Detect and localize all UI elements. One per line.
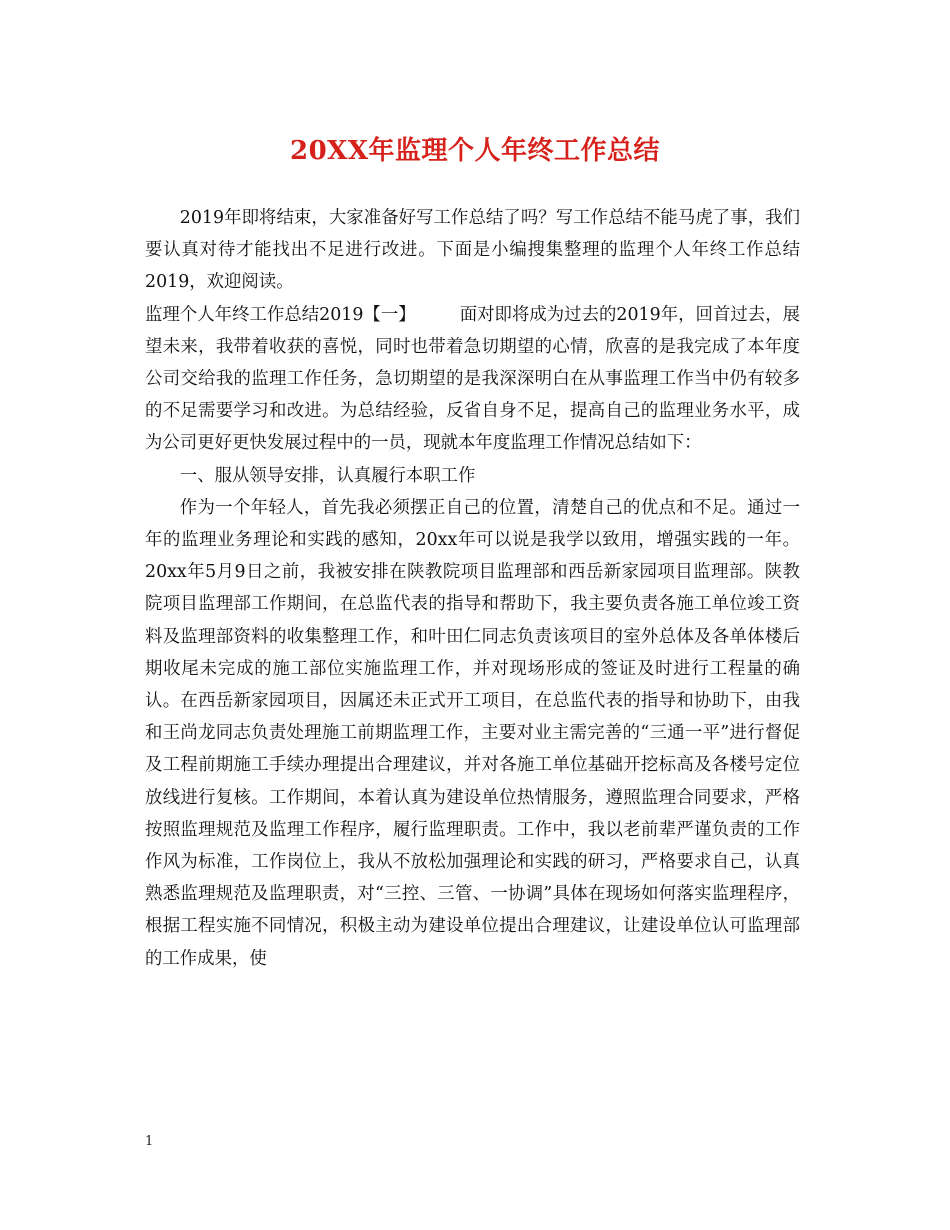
- section-heading: 监理个人年终工作总结2019【一】: [145, 304, 416, 325]
- document-title: 20XX年监理个人年终工作总结: [289, 136, 661, 166]
- subheading: 一、服从领导安排，认真履行本职工作: [179, 465, 476, 486]
- page-number: 1: [145, 1134, 154, 1149]
- body-paragraph: 作为一个年轻人，首先我必须摆正自己的位置，清楚自己的优点和不足。通过一年的监理业务理论和实践的感知，20xx年可以说是我学以致用，增强实践的一年。20xx年5月9日之前，我被安排在陕教院项目监理部和西岳新家园项目监理部。陕教院项目监理部工作期间，在总监代表的指导和帮助下，我主要负责各施工单位竣工资料及监理部资料的收集整理工作，和叶田仁同志负责该项目的室外总体及各单体楼后期收尾未完成的施工部位实施监理工作，并对现场形成的签证及时进行工程量的确认。在西岳新家园项目，因属还未正式开工项目，在总监代表的指导和协助下，由我和王尚龙同志负责处理施工前期监理工作，主要对业主需完善的“三通一平”进行督促及工程前期施工手续办理提出合理建议，并对各施工单位基础开挖标高及各楼号定位放线进行复核。工作期间，本着认真为建设单位热情服务，遵照监理合同要求，严格按照监理规范及监理工作程序，履行监理职责。工作中，我以老前辈严谨负责的工作作风为标准，工作岗位上，我从不放松加强理论和实践的研习，严格要求自己，认真熟悉监理规范及监理职责，对“三控、三管、一协调”具体在现场如何落实监理程序，根据工程实施不同情况，积极主动为建设单位提出合理建议，让建设单位认可监理部的工作成果，使: [145, 497, 800, 969]
- section-lead-paragraph: 面对即将成为过去的2019年，回首过去，展望未来，我带着收获的喜悦，同时也带着急切期望的心情，欣喜的是我完成了本年度公司交给我的监理工作任务，急切期望的是我深深明白在从事监理工作当中仍有较多的不足需要学习和改进。为总结经验，反省自身不足，提高自己的监理业务水平，成为公司更好更快发展过程中的一员，现就本年度监理工作情况总结如下：: [145, 304, 800, 454]
- section-block: [145, 299, 800, 460]
- document-body: [145, 202, 800, 975]
- intro-paragraph: 2019年即将结束，大家准备好写工作总结了吗？写工作总结不能马虎了事，我们要认真对待才能找出不足进行改进。下面是小编搜集整理的监理个人年终工作总结2019，欢迎阅读。: [145, 208, 800, 293]
